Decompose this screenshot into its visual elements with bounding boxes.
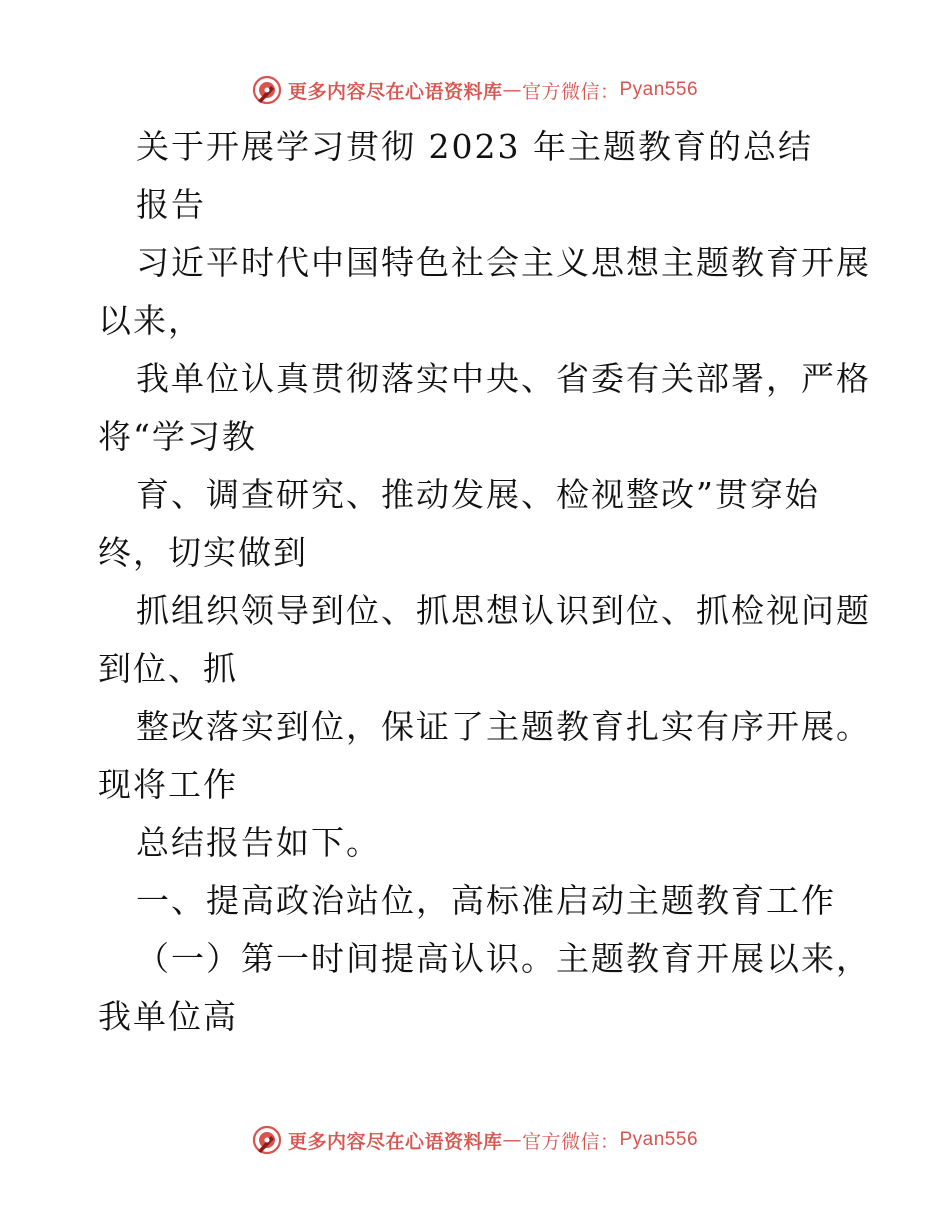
document-line: 报告	[136, 185, 206, 224]
footer-banner-main-text: 更多内容尽在心语资料库	[287, 1130, 503, 1153]
header-banner-wechat-id: Pyan556	[619, 79, 699, 100]
document-line: 整改落实到位，保证了主题教育扎实有序开展。	[136, 707, 871, 746]
footer-watermark-banner	[0, 1120, 950, 1160]
pen-logo-icon	[252, 1125, 282, 1155]
document-line: 抓组织领导到位、抓思想认识到位、抓检视问题	[136, 591, 871, 630]
document-line: （一）第一时间提高认识。主题教育开展以来，	[136, 939, 871, 978]
document-line: 一、提高政治站位，高标准启动主题教育工作	[136, 881, 836, 920]
header-banner-separator: —	[502, 79, 522, 101]
document-line: 到位、抓	[98, 649, 238, 688]
header-banner-wechat-label: 官方微信：	[521, 80, 620, 103]
document-line: 育、调查研究、推动发展、检视整改”贯穿始	[136, 475, 820, 514]
footer-banner-wechat-id: Pyan556	[619, 1129, 699, 1150]
document-line: 我单位认真贯彻落实中央、省委有关部署，严格	[136, 359, 871, 398]
footer-banner-separator: —	[502, 1129, 522, 1151]
document-line: 关于开展学习贯彻 2023 年主题教育的总结	[136, 127, 813, 166]
document-line: 以来，	[98, 301, 203, 340]
document-line: 总结报告如下。	[136, 823, 381, 862]
document-line: 将“学习教	[98, 417, 257, 456]
pen-logo-icon	[252, 75, 282, 105]
document-line: 我单位高	[98, 997, 238, 1036]
footer-banner-wechat-label: 官方微信：	[521, 1130, 620, 1153]
header-banner-main-text: 更多内容尽在心语资料库	[287, 80, 503, 103]
document-line: 终，切实做到	[98, 533, 308, 572]
document-line: 现将工作	[98, 765, 238, 804]
header-watermark-banner	[0, 70, 950, 110]
document-body	[98, 118, 871, 1046]
document-line: 习近平时代中国特色社会主义思想主题教育开展	[136, 243, 871, 282]
